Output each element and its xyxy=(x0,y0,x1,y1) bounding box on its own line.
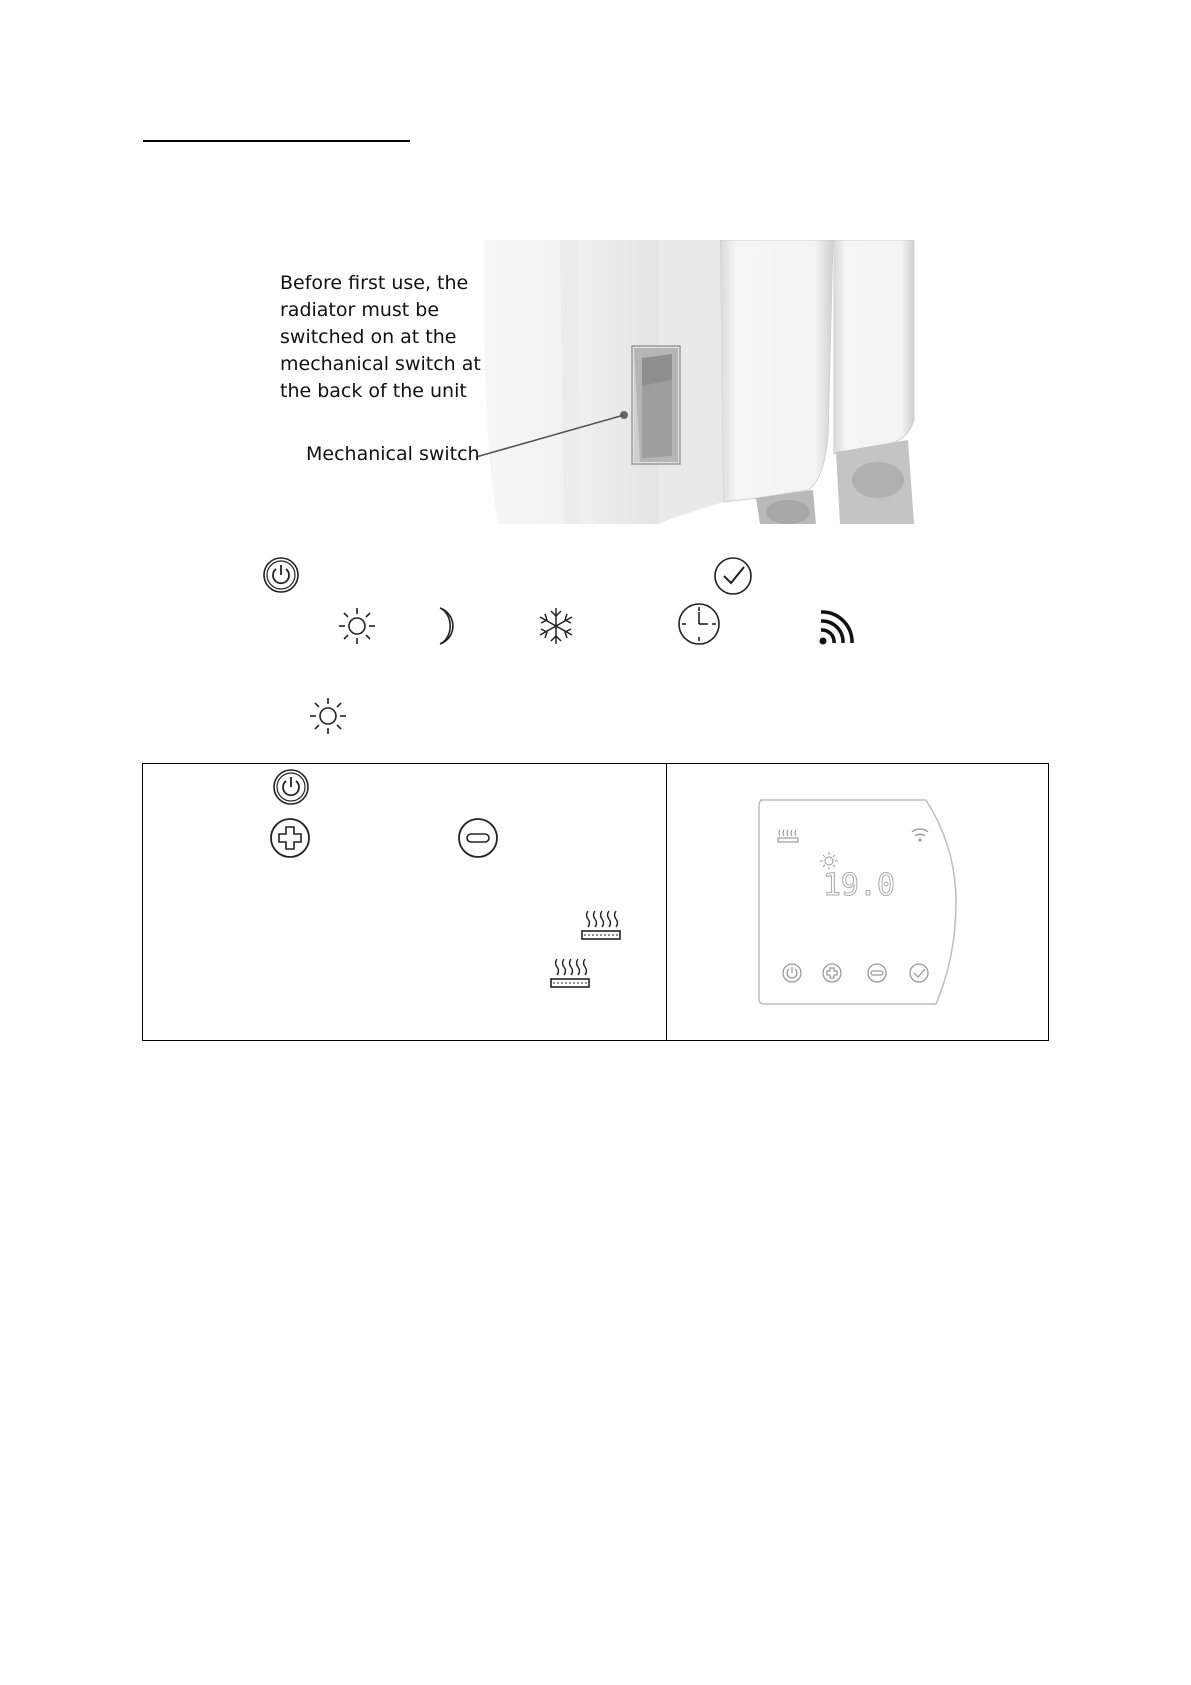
wifi-icon xyxy=(818,608,854,646)
sun-icon xyxy=(308,696,348,736)
control-panel-illustration xyxy=(756,797,962,1012)
heating-icon xyxy=(549,955,591,991)
check-icon xyxy=(713,556,753,596)
sun-icon xyxy=(337,606,377,646)
plus-icon xyxy=(269,817,311,859)
section-title-underline xyxy=(143,140,410,142)
temperature-readout: 19.0 xyxy=(822,868,896,903)
minus-icon xyxy=(457,817,499,859)
power-icon xyxy=(262,556,300,594)
callout-line: radiator must be xyxy=(280,299,440,321)
table-column-divider xyxy=(666,763,667,1041)
mechanical-switch-label: Mechanical switch xyxy=(306,443,480,465)
heating-icon xyxy=(580,907,622,943)
callout-line: Before first use, the xyxy=(280,272,469,294)
callout-text xyxy=(280,270,490,405)
callout-line: switched on at the xyxy=(280,326,457,348)
moon-icon xyxy=(434,606,464,646)
power-icon xyxy=(272,768,310,806)
clock-icon xyxy=(677,602,721,646)
snowflake-icon xyxy=(536,606,576,646)
callout-line: mechanical switch at xyxy=(280,353,481,375)
callout-line: the back of the unit xyxy=(280,380,467,402)
